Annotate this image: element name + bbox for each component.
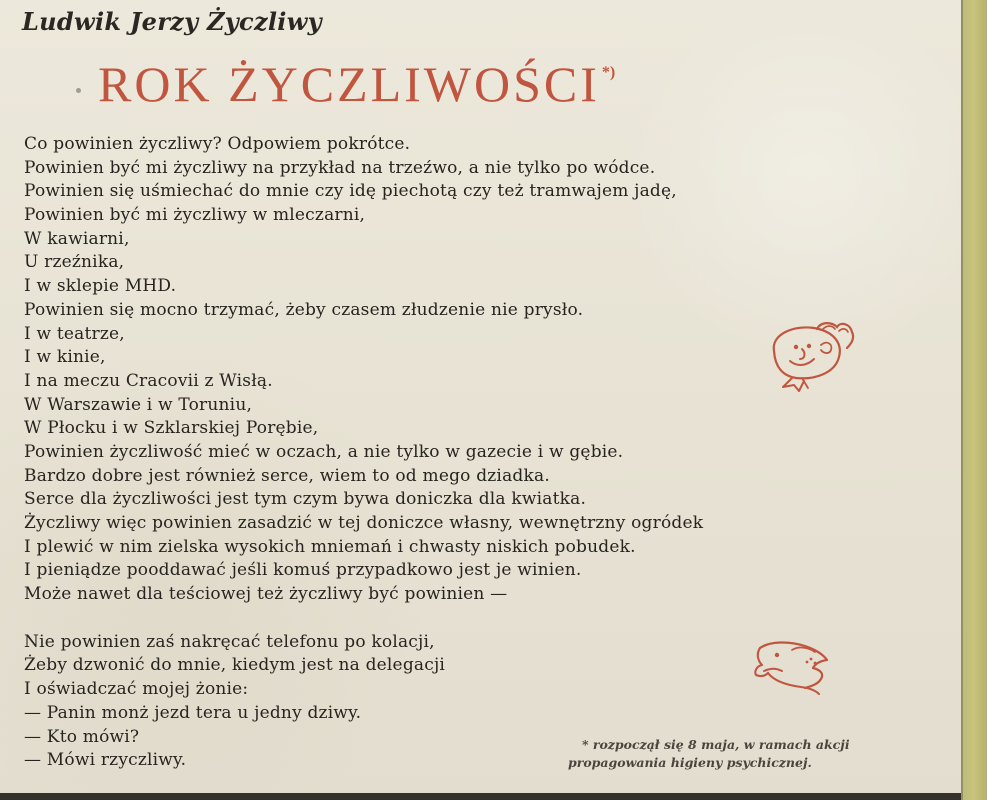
poem-line: I w kinie, xyxy=(24,347,106,368)
poem-line: Życzliwy więc powinien zasadzić w tej doniczce własny, wewnętrzny ogródek xyxy=(24,513,704,533)
poem-line: Powinien być mi życzliwy w mleczarni, xyxy=(24,205,366,226)
poem-line: — Kto mówi? xyxy=(24,726,140,747)
author-name: Ludwik Jerzy Życzliwy xyxy=(22,7,322,36)
poem-line: Serce dla życzliwości jest tym czym bywa doniczka dla kwiatka. xyxy=(24,489,587,510)
title-text: ROK ŻYCZLIWOŚCI xyxy=(98,56,600,112)
poem-line: I oświadczać mojej żonie: xyxy=(24,679,249,700)
poem-line: W kawiarni, xyxy=(24,228,130,249)
cartoon-face-icon xyxy=(760,317,858,391)
poem-line: Powinien się mocno trzymać, żeby czasem złudzenie nie prysło. xyxy=(24,299,584,320)
poem-line: I w teatrze, xyxy=(24,323,125,344)
poem-line: W Płocku i w Szklarskiej Porębie, xyxy=(24,418,319,439)
poem-line: Powinien być mi życzliwy na przykład na trzeźwo, a nie tylko po wódce. xyxy=(24,157,656,178)
green-side-strip xyxy=(961,0,987,800)
poem-line: I na meczu Cracovii z Wisłą. xyxy=(24,370,273,391)
footnote-line-2: propagowania higieny psychicznej. xyxy=(568,755,812,770)
article-title xyxy=(98,56,615,125)
print-dot xyxy=(76,88,81,93)
poem-line: Bardzo dobre jest również serce, wiem to od mego dziadka. xyxy=(24,465,550,486)
poem-line: I w sklepie MHD. xyxy=(24,276,177,297)
poem-line: Może nawet dla teściowej też życzliwy być powinien — xyxy=(24,584,508,605)
poem-line: Nie powinien zaś nakręcać telefonu po kolacji, xyxy=(24,631,435,652)
bottom-border xyxy=(0,793,961,800)
poem-line: W Warszawie i w Toruniu, xyxy=(24,394,253,415)
poem-line: Co powinien życzliwy? Odpowiem pokrótce. xyxy=(24,134,411,154)
poem-line: — Mówi rzyczliwy. xyxy=(24,750,187,771)
poem-line: U rzeźnika, xyxy=(24,252,125,273)
poem-line: I pieniądze pooddawać jeśli komuś przypadkowo jest je winien. xyxy=(24,560,582,581)
title-footnote-marker: *) xyxy=(601,64,616,81)
clipping-edge-shadow xyxy=(961,0,963,800)
poem-line: Powinien życzliwość mieć w oczach, a nie tylko w gazecie i w gębie. xyxy=(24,441,624,462)
poem-line: Powinien się uśmiechać do mnie czy idę piechotą czy też tramwajem jadę, xyxy=(24,181,677,202)
footnote xyxy=(568,736,888,772)
footnote-line-1: * rozpoczął się 8 maja, w ramach akcji xyxy=(582,737,850,752)
poem-line: Żeby dzwonić do mnie, kiedym jest na delegacji xyxy=(24,655,446,676)
poem-line: — Panin monż jezd tera u jedny dziwy. xyxy=(24,702,362,723)
poem-line: I plewić w nim zielska wysokich mniemań i chwasty niskich pobudek. xyxy=(24,536,636,557)
cartoon-profile-face-icon xyxy=(748,637,834,697)
stanza-break xyxy=(24,607,924,631)
